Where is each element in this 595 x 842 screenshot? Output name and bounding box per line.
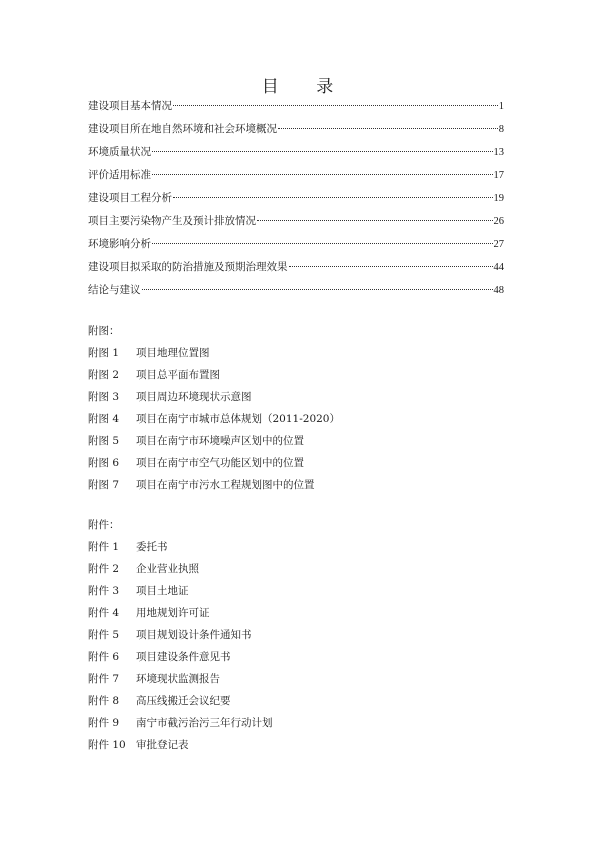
toc-leader-dots (257, 220, 493, 221)
toc-entry[interactable] (88, 279, 504, 302)
attachment-item-number: 附件 6 (88, 651, 120, 663)
attachment-item-number: 附件 9 (88, 717, 120, 729)
attachment-item-number: 附件 2 (88, 563, 120, 575)
toc-leader-dots (289, 266, 493, 267)
toc-entry[interactable] (88, 164, 504, 187)
toc-entry-page: 26 (493, 216, 504, 227)
toc-entry[interactable] (88, 210, 504, 233)
toc-entry-label: 环境质量状况 (88, 146, 151, 158)
figure-item-title: 项目地理位置图 (136, 347, 210, 359)
toc-entry-label: 建设项目基本情况 (88, 100, 172, 112)
toc-entry-label: 结论与建议 (88, 284, 141, 296)
attachment-item (88, 558, 508, 580)
attachments-list (88, 514, 508, 756)
toc-entry[interactable] (88, 141, 504, 164)
attachment-item-number: 附件 3 (88, 585, 120, 597)
figures-list (88, 320, 508, 496)
figure-item (88, 430, 508, 452)
figure-item-number: 附图 4 (88, 413, 120, 425)
attachment-item (88, 668, 508, 690)
table-of-contents (88, 95, 504, 302)
figure-item (88, 452, 508, 474)
toc-entry-label: 评价适用标准 (88, 169, 151, 181)
attachment-item-title: 项目规划设计条件通知书 (136, 629, 252, 641)
toc-leader-dots (152, 174, 493, 175)
attachment-item (88, 690, 508, 712)
toc-leader-dots (142, 289, 493, 290)
figure-item-number: 附图 6 (88, 457, 120, 469)
toc-entry[interactable] (88, 187, 504, 210)
figures-heading: 附图： (88, 325, 120, 337)
attachment-item-number: 附件 10 (88, 739, 126, 751)
toc-leader-dots (173, 197, 493, 198)
attachment-item (88, 602, 508, 624)
figure-item-title: 项目在南宁市污水工程规划图中的位置 (136, 479, 315, 491)
toc-entry[interactable] (88, 233, 504, 256)
attachment-item (88, 712, 508, 734)
attachment-item (88, 624, 508, 646)
toc-entry-label: 建设项目拟采取的防治措施及预期治理效果 (88, 261, 288, 273)
attachment-item-title: 高压线搬迁会议纪要 (136, 695, 231, 707)
attachment-item (88, 580, 508, 602)
toc-entry-page: 17 (493, 170, 504, 181)
attachment-item-title: 南宁市截污治污三年行动计划 (136, 717, 273, 729)
attachment-item-number: 附件 8 (88, 695, 120, 707)
attachment-item-title: 项目建设条件意见书 (136, 651, 231, 663)
toc-entry[interactable] (88, 95, 504, 118)
toc-leader-dots (152, 151, 493, 152)
attachment-item (88, 734, 508, 756)
attachment-item-number: 附件 7 (88, 673, 120, 685)
toc-entry-label: 项目主要污染物产生及预计排放情况 (88, 215, 256, 227)
figure-item-number: 附图 5 (88, 435, 120, 447)
toc-entry-label: 环境影响分析 (88, 238, 151, 250)
figure-item-number: 附图 3 (88, 391, 120, 403)
figure-item (88, 364, 508, 386)
toc-entry-page: 19 (493, 193, 504, 204)
figure-item-title: 项目在南宁市城市总体规划（2011-2020） (136, 413, 340, 425)
toc-entry-page: 48 (493, 285, 504, 296)
toc-entry[interactable] (88, 256, 504, 279)
figure-item-title: 项目在南宁市空气功能区划中的位置 (136, 457, 304, 469)
attachments-heading: 附件： (88, 519, 120, 531)
attachment-item (88, 646, 508, 668)
attachment-item-title: 环境现状监测报告 (136, 673, 220, 685)
attachment-item-title: 用地规划许可证 (136, 607, 210, 619)
toc-title: 目 录 (261, 77, 350, 97)
figure-item-number: 附图 1 (88, 347, 120, 359)
attachment-item (88, 536, 508, 558)
toc-leader-dots (173, 105, 498, 106)
toc-leader-dots (152, 243, 493, 244)
attachment-item-number: 附件 5 (88, 629, 120, 641)
attachment-item-title: 委托书 (136, 541, 168, 553)
toc-entry[interactable] (88, 118, 504, 141)
attachment-item-number: 附件 1 (88, 541, 120, 553)
figure-item-title: 项目在南宁市环境噪声区划中的位置 (136, 435, 304, 447)
toc-entry-page: 8 (498, 124, 504, 135)
attachment-item-title: 审批登记表 (136, 739, 189, 751)
attachment-item-title: 项目土地证 (136, 585, 189, 597)
toc-entry-page: 27 (493, 239, 504, 250)
figure-item-title: 项目周边环境现状示意图 (136, 391, 252, 403)
toc-entry-label: 建设项目所在地自然环境和社会环境概况 (88, 123, 277, 135)
attachment-item-number: 附件 4 (88, 607, 120, 619)
figure-item (88, 408, 508, 430)
figure-item (88, 386, 508, 408)
toc-entry-label: 建设项目工程分析 (88, 192, 172, 204)
figure-item-number: 附图 2 (88, 369, 120, 381)
figure-item-number: 附图 7 (88, 479, 120, 491)
figure-item (88, 342, 508, 364)
toc-entry-page: 44 (493, 262, 504, 273)
attachment-item-title: 企业营业执照 (136, 563, 199, 575)
toc-entry-page: 13 (493, 147, 504, 158)
toc-entry-page: 1 (498, 101, 504, 112)
figure-item (88, 474, 508, 496)
figure-item-title: 项目总平面布置图 (136, 369, 220, 381)
toc-leader-dots (278, 128, 498, 129)
